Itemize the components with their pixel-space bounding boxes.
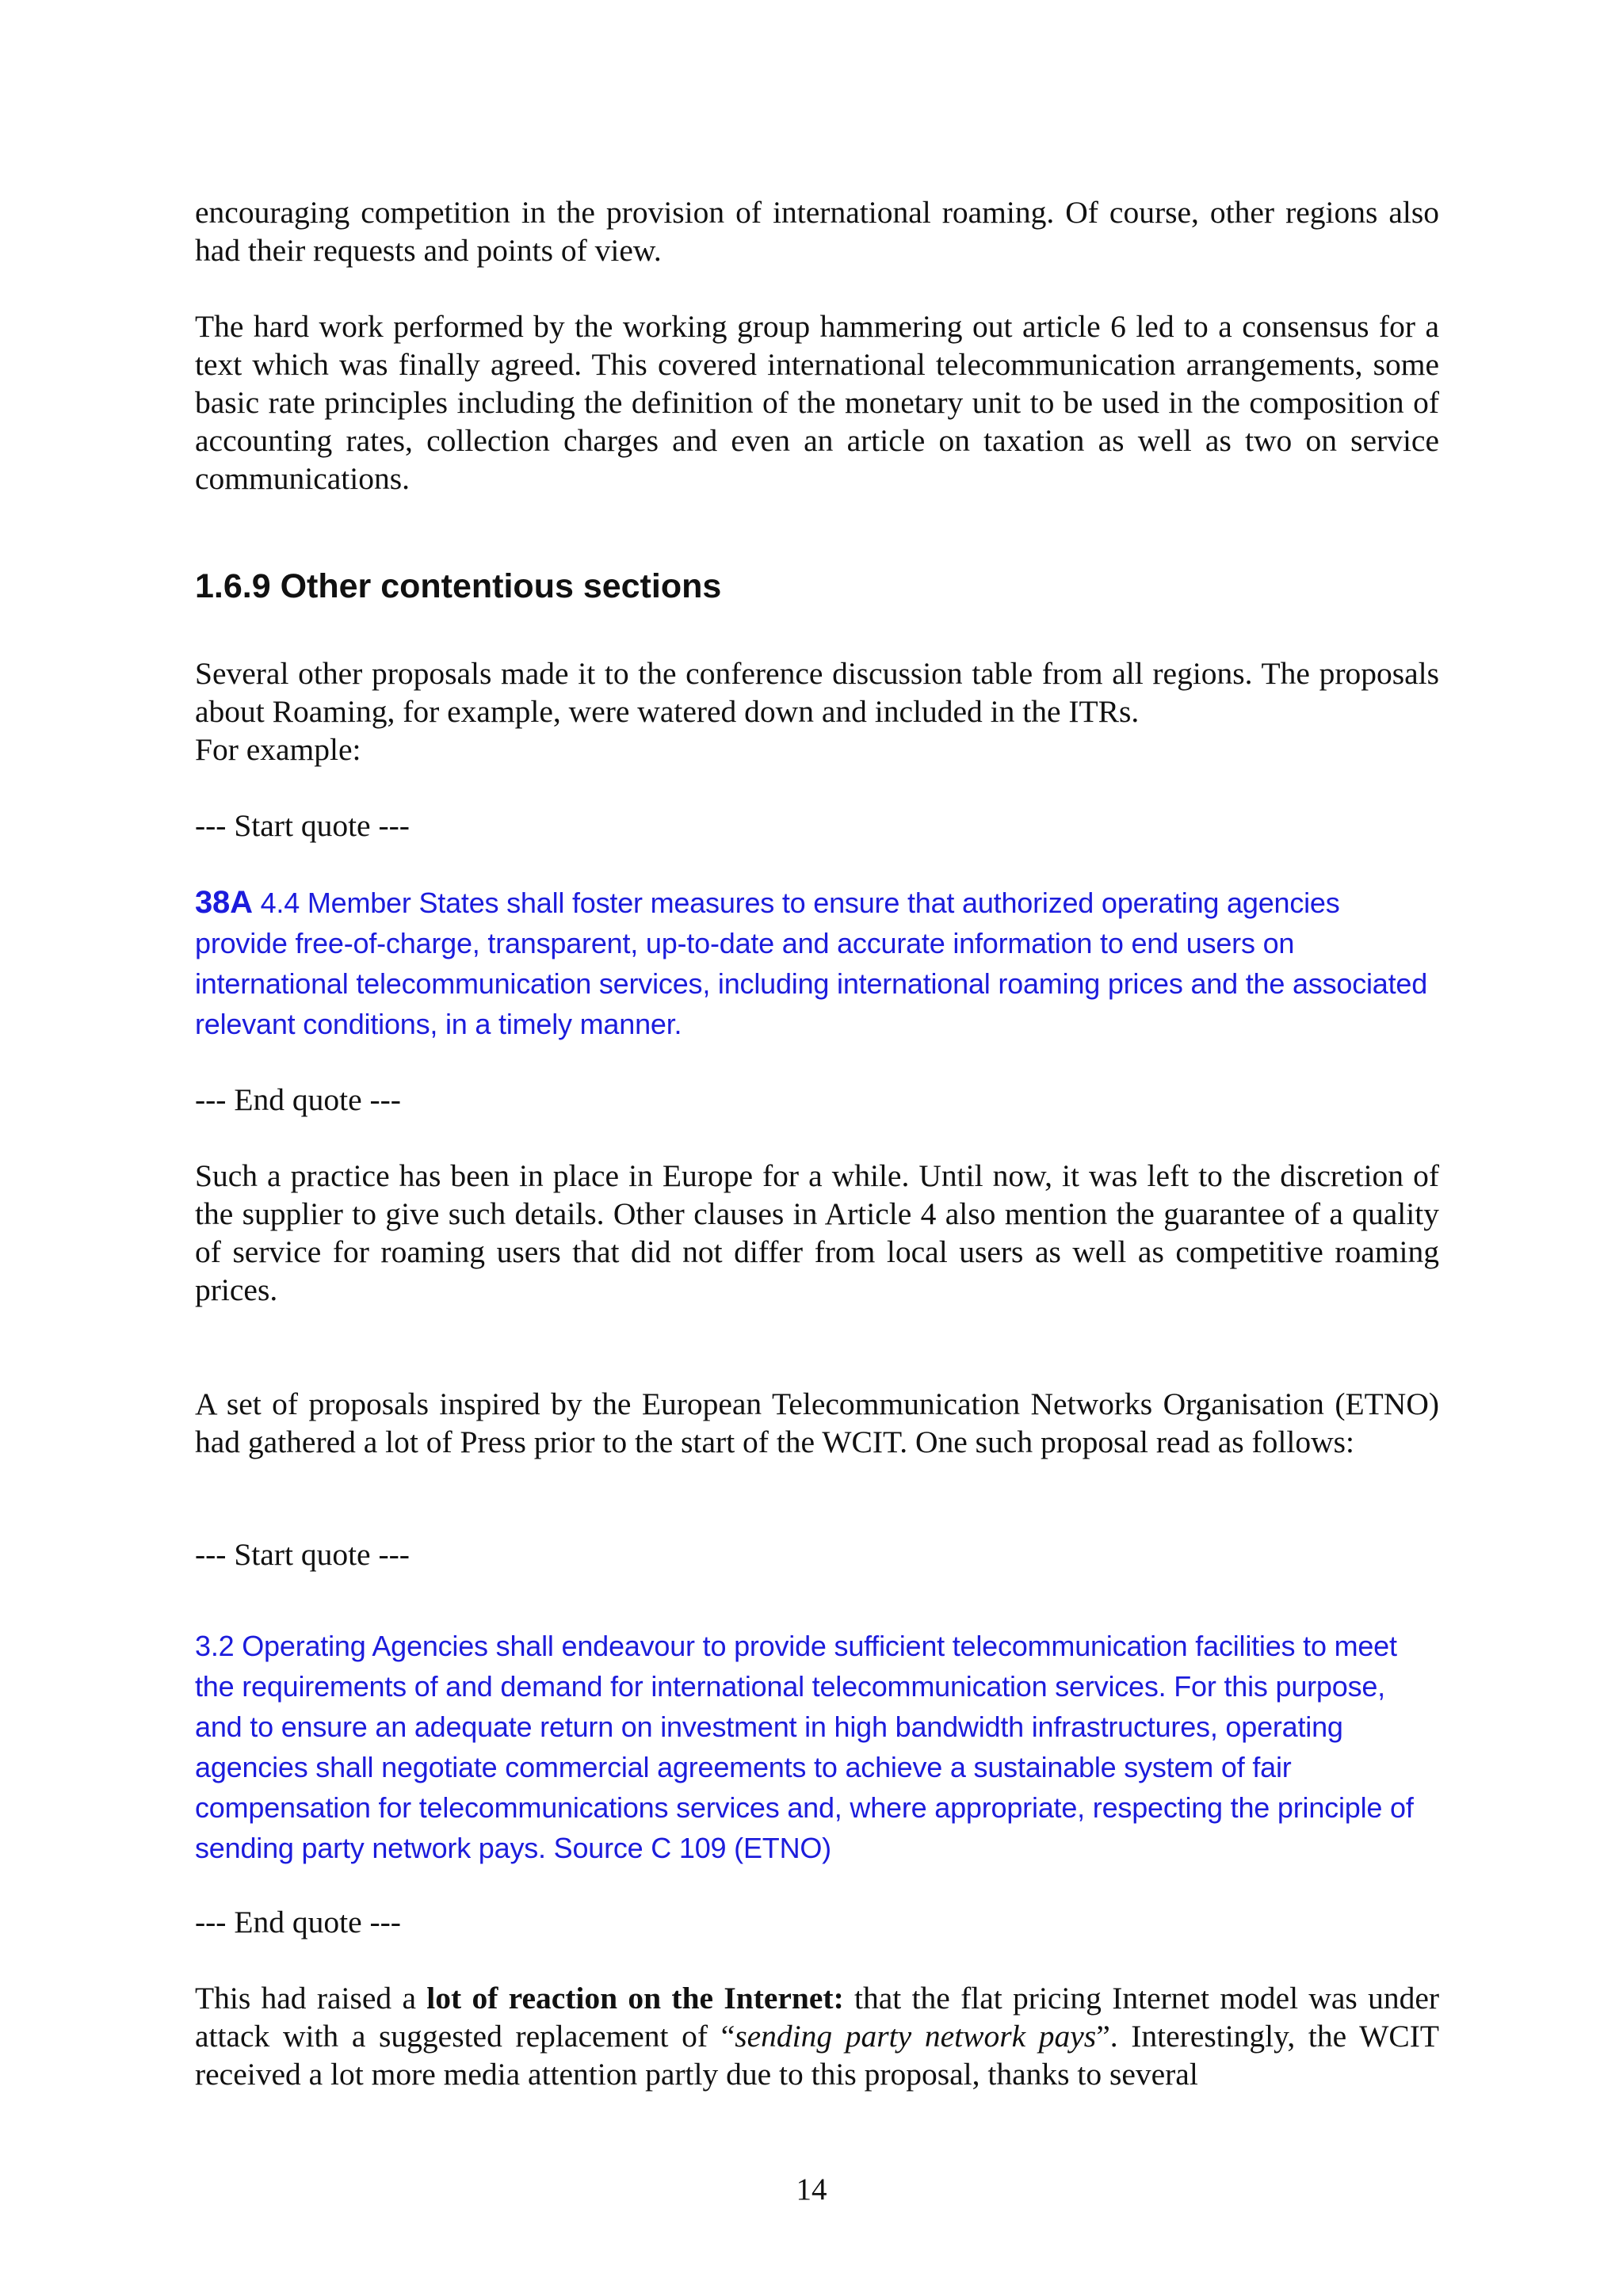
paragraph-text: For example: — [195, 732, 361, 767]
paragraph-etno — [195, 1385, 1439, 1461]
paragraph-text: Several other proposals made it to the conference discussion table from all regions. The proposals about Roaming, for example, were watered down and included in the ITRs. — [195, 656, 1439, 729]
text-run: ”. Interestingly, the WCIT received a lot more media attention partly due to this proposal, thanks to several — [195, 2019, 1439, 2092]
paragraph-other-proposals — [195, 654, 1439, 769]
section-title: 1.6.9 Other contentious sections — [195, 567, 722, 605]
text-run: that the flat pricing Internet model was under attack with a suggested replacement of “ — [195, 1981, 1440, 2054]
italic-text: sending party network pays — [735, 2019, 1097, 2054]
paragraph-roaming-intro — [195, 193, 1439, 269]
quote-marker-text: --- Start quote --- — [195, 1537, 410, 1572]
paragraph-text: A set of proposals inspired by the European Telecommunication Networks Organisation (ETNO) had gathered a lot of Press prior to the start of the WCIT. One such proposal read as follows: — [195, 1386, 1439, 1459]
paragraph-internet-reaction — [195, 1979, 1439, 2093]
start-quote-marker-2 — [195, 1535, 1439, 1573]
bold-text: lot of reaction on the Internet: — [426, 1981, 844, 2016]
proposal-reference: 38A — [195, 885, 253, 920]
quote-text: 3.2 Operating Agencies shall endeavour to provide sufficient telecommunication facilities to meet the requirements of and demand for international telecommunication services. For this purpose, and to ensure an adequate return on investment in high bandwidth infrastructures, operating agencies shall negotiate commercial agreements to achieve a sustainable system of fair compensation for telecommunications services and, where appropriate, respecting the principle of sending party network pays. Source C 109 (ETNO) — [195, 1630, 1414, 1864]
paragraph-text: The hard work performed by the working group hammering out article 6 led to a consensus for a text which was finally agreed. This covered international telecommunication arrangements, some basic rate principles including the definition of the monetary unit to be used in the composition of accounting rates, collection charges and even an article on taxation as well as two on service communications. — [195, 309, 1439, 496]
quote-marker-text: --- End quote --- — [195, 1082, 401, 1117]
text-run: This had raised a — [195, 1981, 427, 2016]
section-heading — [195, 566, 1439, 607]
proposal-body: 4.4 Member States shall foster measures to ensure that authorized operating agencies provide free-of-charge, transparent, up-to-date and accurate information to end users on international telecommunication services, including international roaming prices and the associated relevant conditions, in a timely manner. — [195, 887, 1428, 1040]
paragraph-text — [195, 1979, 1439, 2093]
page-number: 14 — [796, 2172, 827, 2206]
quote-marker-text: --- Start quote --- — [195, 808, 410, 843]
quote-roaming-proposal — [195, 883, 1439, 1044]
end-quote-marker-2 — [195, 1903, 1439, 1941]
quote-text — [195, 883, 1439, 1044]
quote-etno-proposal — [195, 1626, 1439, 1868]
quote-marker-text: --- End quote --- — [195, 1905, 401, 1939]
start-quote-marker-1 — [195, 807, 1439, 845]
paragraph-text: encouraging competition in the provision of international roaming. Of course, other regions also had their requests and points of view. — [195, 195, 1439, 268]
paragraph-text: Such a practice has been in place in Europe for a while. Until now, it was left to the discretion of the supplier to give such details. Other clauses in Article 4 also mention the guarantee of a quality of service for roaming users that did not differ from local users as well as competitive roaming prices. — [195, 1158, 1439, 1307]
paragraph-article6 — [195, 307, 1439, 498]
end-quote-marker-1 — [195, 1081, 1439, 1119]
paragraph-europe-practice — [195, 1157, 1439, 1309]
